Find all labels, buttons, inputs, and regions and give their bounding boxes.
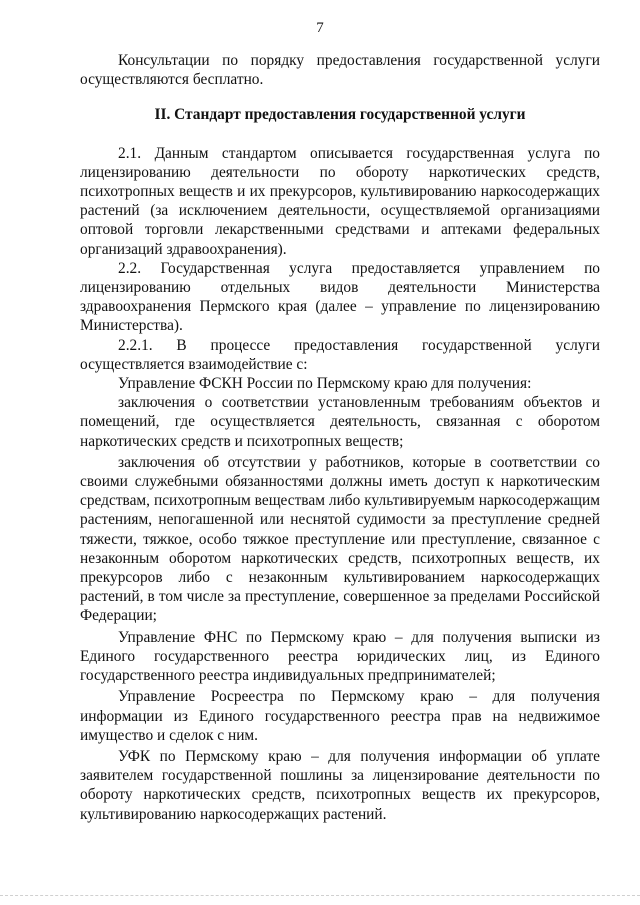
page-number: 7 <box>316 20 324 36</box>
paragraph-2-2: 2.2. Государственная услуга предоставляется управлением по лицензированию отдельных видов деятельности Министерства здравоохранения Пермского края (далее – управление по лицензированию Министерства). <box>80 259 600 335</box>
paragraph-2-1: 2.1. Данным стандартом описывается государственная услуга по лицензированию деятельности по обороту наркотических средств, психотропных веществ и их прекурсоров, культивированию наркосодержащих растений (за исключением деятельности, осуществляемой организациями оптовой торговли лекарственными средствами и аптеками федеральных организаций здравоохранения). <box>80 144 600 258</box>
page-bottom-edge <box>0 895 640 897</box>
paragraph-fns: Управление ФНС по Пермскому краю – для получения выписки из Единого государственного реестра юридических лиц, из Единого государственного реестра индивидуальных предпринимателей; <box>80 628 600 685</box>
paragraph-fskn: Управление ФСКН России по Пермскому краю для получения: <box>118 375 532 393</box>
document-body <box>80 51 600 824</box>
paragraph-rosreestr: Управление Росреестра по Пермскому краю – для получения информации из Единого государственного реестра прав на недвижимое имущество и сделок с ним. <box>80 688 600 744</box>
paragraph-2-2-1: 2.2.1. В процессе предоставления государственной услуги осуществляется взаимодействие с: <box>80 336 600 373</box>
intro-paragraph: Консультации по порядку предоставления государственной услуги осуществляются бесплатно. <box>80 52 600 89</box>
paragraph-fskn-premises: заключения о соответствии установленным требованиям объектов и помещений, где осуществляется деятельность, связанная с оборотом наркотических средств и психотропных веществ; <box>80 394 600 450</box>
section-title: II. Стандарт предоставления государственной услуги <box>154 106 526 124</box>
paragraph-ufk: УФК по Пермскому краю – для получения информации об уплате заявителем государственной пошлины за лицензирование деятельности по обороту наркотических средств, психотропных веществ их прекурсоров, культивированию наркосодержащих растений. <box>80 747 600 823</box>
paragraph-fskn-employees: заключения об отсутствии у работников, которые в соответствии со своими служебными обязанностями должны иметь доступ к наркотическим средствам, психотропным веществам либо культивируемым наркосодержащим растениям, непогашенной или неснятой судимости за преступление средней тяжести, тяжкое, особо тяжкое преступление или преступление, связанное с незаконным оборотом наркотических средств, психотропных веществ, их прекурсоров либо с незаконным культивированием наркосодержащих растений, в том числе за преступление, совершенное за пределами Российской Федерации; <box>80 453 600 625</box>
